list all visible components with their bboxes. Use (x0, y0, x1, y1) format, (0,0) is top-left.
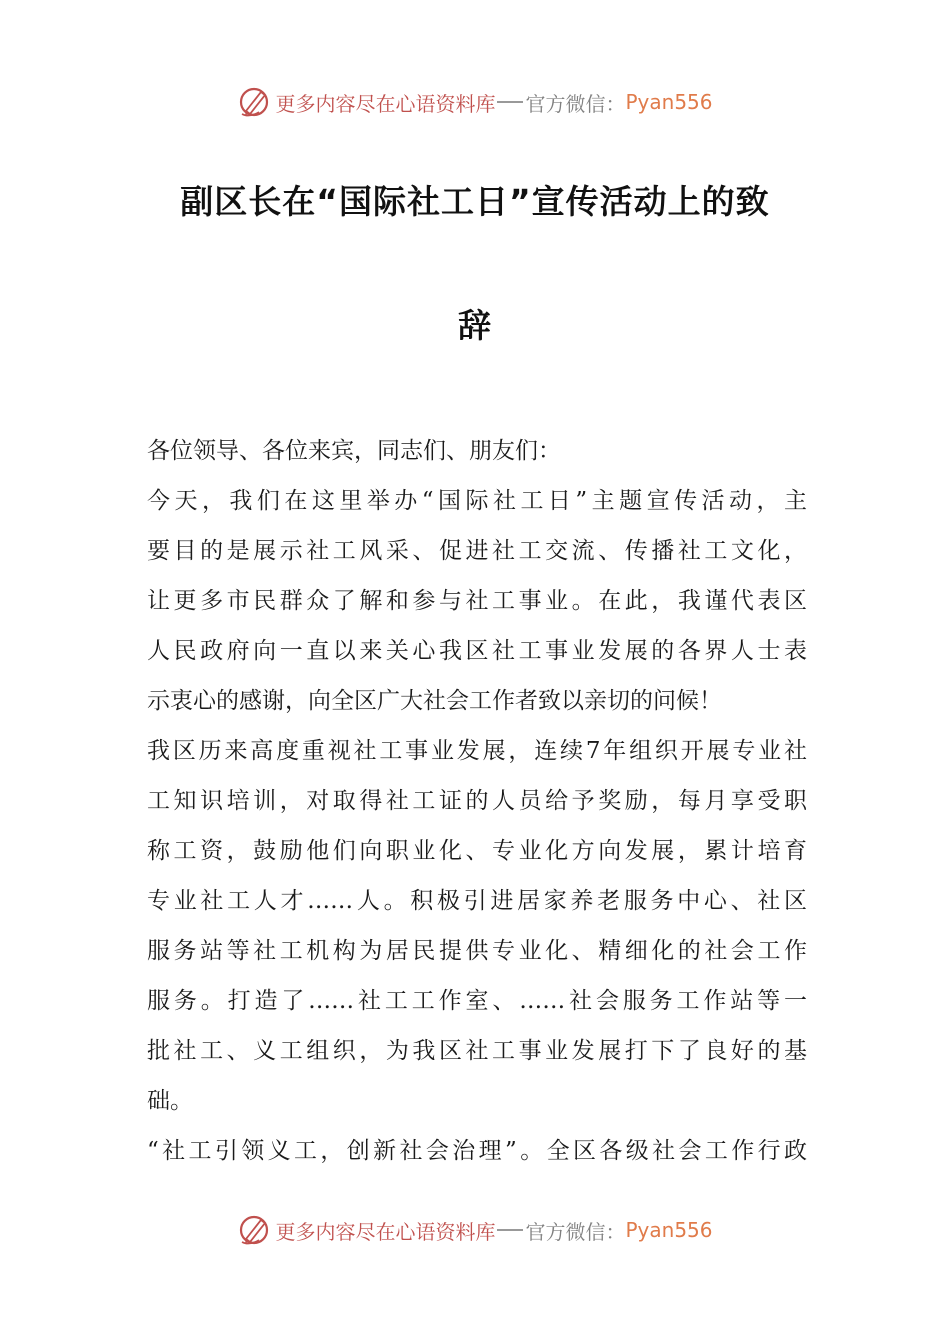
footer-watermark-banner (0, 1210, 950, 1250)
promo-text: 更多内容尽在心语资料库 (275, 91, 496, 116)
body-line: 服务站等社工机构为居民提供专业化、精细化的社会工作 (147, 938, 807, 964)
body-line: 称工资，鼓励他们向职业化、专业化方向发展，累计培育 (147, 838, 807, 864)
body-line: 人民政府向一直以来关心我区社工事业发展的各界人士表 (147, 638, 807, 664)
document-title-line-1: 副区长在“国际社工日”宣传活动上的致 (180, 182, 770, 221)
official-label: 官方微信： (525, 91, 626, 116)
body-line: 工知识培训，对取得社工证的人员给予奖励，每月享受职 (147, 788, 807, 814)
dash-divider (497, 1229, 523, 1231)
body-line: 础。 (147, 1088, 193, 1114)
header-watermark-banner (0, 82, 950, 122)
footer-banner-content (237, 1210, 712, 1250)
wechat-id: Pyan556 (625, 1218, 713, 1242)
promo-text: 更多内容尽在心语资料库 (275, 1219, 496, 1244)
body-line: 我区历来高度重视社工事业发展，连续7年组织开展专业社 (147, 738, 807, 764)
wechat-id: Pyan556 (625, 90, 713, 114)
document-title-line-2: 辞 (458, 306, 492, 345)
document-body (147, 426, 807, 1176)
header-banner-content (237, 82, 712, 122)
official-label: 官方微信： (525, 1219, 626, 1244)
pen-circle-logo-icon (237, 1212, 273, 1248)
body-line: 示衷心的感谢，向全区广大社会工作者致以亲切的问候！ (147, 688, 722, 714)
body-line: 今天，我们在这里举办“国际社工日”主题宣传活动，主 (147, 488, 807, 514)
body-line: 批社工、义工组织，为我区社工事业发展打下了良好的基 (147, 1038, 807, 1064)
body-line: 服务。打造了……社工工作室、……社会服务工作站等一 (147, 988, 807, 1014)
dash-divider (497, 101, 523, 103)
body-line: 让更多市民群众了解和参与社工事业。在此，我谨代表区 (147, 588, 807, 614)
pen-circle-logo-icon (237, 84, 273, 120)
body-line: 要目的是展示社工风采、促进社工交流、传播社工文化， (147, 538, 807, 564)
body-line: “社工引领义工，创新社会治理”。全区各级社会工作行政 (147, 1138, 807, 1164)
body-line: 各位领导、各位来宾，同志们、朋友们： (147, 438, 561, 464)
body-line: 专业社工人才……人。积极引进居家养老服务中心、社区 (147, 888, 807, 914)
